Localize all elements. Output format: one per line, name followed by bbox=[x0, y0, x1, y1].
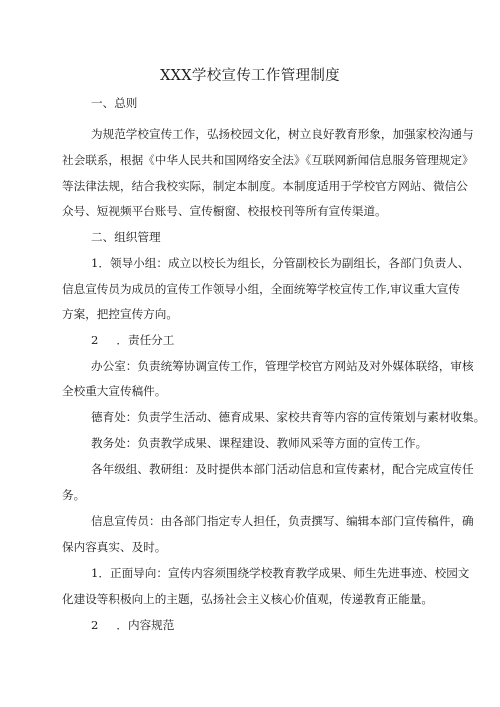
paragraph-line: 办公室：负责统筹协调宣传工作，管理学校官方网站及对外媒体联络，审核 bbox=[91, 359, 474, 373]
paragraph-line: 为规范学校宣传工作，弘扬校园文化，树立良好教育形象，加强家校沟通与 bbox=[91, 127, 474, 141]
paragraph-line: 社会联系，根据《中华人民共和国网络安全法》《互联网新闻信息服务管理规定》 bbox=[62, 153, 474, 167]
paragraph-line: 众号、短视频平台账号、宣传橱窗、校报校刊等所有宣传渠道。 bbox=[62, 204, 387, 218]
item-label: ．内容规范 bbox=[116, 618, 175, 632]
item-label: ．责任分工 bbox=[116, 333, 175, 347]
paragraph-line: 方案，把控宣传方向。 bbox=[62, 307, 178, 321]
paragraph-line: 各年级组、教研组：及时提供本部门活动信息和宣传素材，配合完成宣传任 bbox=[91, 462, 474, 476]
paragraph-line: 1．领导小组：成立以校长为组长，分管副校长为副组长，各部门负责人、 bbox=[91, 256, 470, 270]
item-number: 2 bbox=[91, 618, 99, 632]
paragraph-line: 化建设等积极向上的主题，弘扬社会主义核心价值观，传递教育正能量。 bbox=[62, 592, 434, 606]
paragraph-line: 信息宣传员为成员的宣传工作领导小组，全面统筹学校宣传工作,审议重大宣传 bbox=[62, 282, 460, 296]
section-heading-general: 一、总则 bbox=[91, 96, 138, 110]
subheading-content-rules bbox=[91, 618, 174, 632]
paragraph-line: 全校重大宣传稿件。 bbox=[62, 384, 167, 398]
subheading-responsibility bbox=[91, 333, 174, 347]
paragraph-line: 务。 bbox=[62, 488, 86, 502]
document-title: XXX学校宣传工作管理制度 bbox=[160, 68, 340, 84]
paragraph-line: 信息宣传员：由各部门指定专人担任，负责撰写、编辑本部门宣传稿件，确 bbox=[91, 514, 474, 528]
paragraph-line: 德育处：负责学生活动、德育成果、家校共育等内容的宣传策划与素材收集。 bbox=[91, 410, 486, 424]
item-number: 2 bbox=[91, 333, 99, 347]
paragraph-line: 教务处：负责教学成果、课程建设、教师风采等方面的宣传工作。 bbox=[91, 436, 428, 450]
paragraph-line: 保内容真实、及时。 bbox=[62, 540, 167, 554]
paragraph-line: 等法律法规，结合我校实际，制定本制度。本制度适用于学校官方网站、微信公 bbox=[62, 179, 468, 193]
paragraph-line: 1．正面导向：宣传内容须围绕学校教育教学成果、师生先进事迹、校园文 bbox=[91, 566, 470, 580]
section-heading-organization: 二、组织管理 bbox=[91, 230, 161, 244]
